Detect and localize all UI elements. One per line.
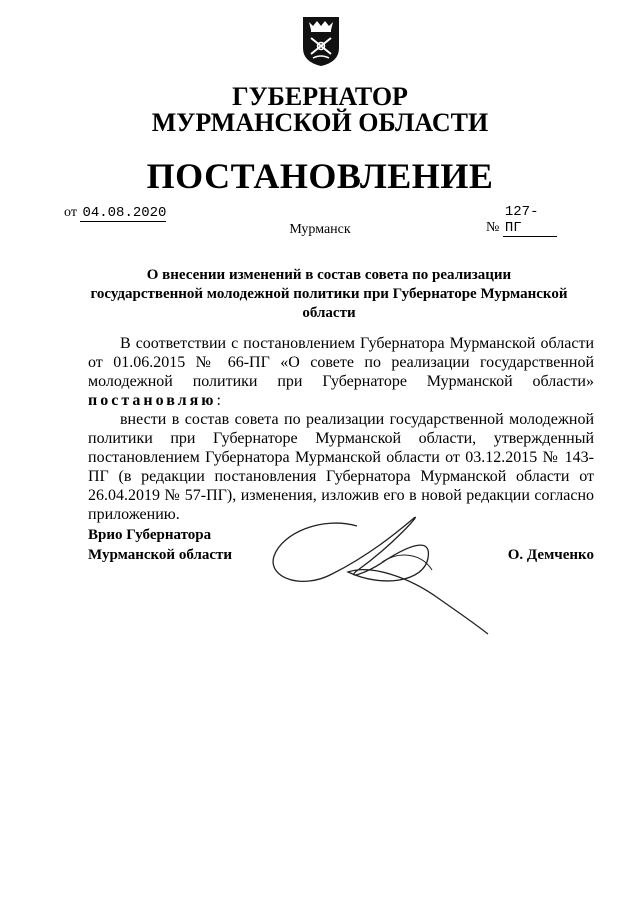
signatory-name: О. Демченко	[507, 547, 594, 563]
document-type-title: ПОСТАНОВЛЕНИЕ	[146, 156, 494, 196]
position-line-2: Мурманской области	[88, 547, 233, 563]
coat-of-arms-icon	[299, 14, 343, 68]
number-value: 127-ПГ	[503, 204, 557, 237]
date-value: 04.08.2020	[82, 205, 167, 221]
body-paragraph-1	[88, 334, 594, 410]
position-line-1: Врио Губернатора	[88, 527, 212, 543]
document-subject: О внесении изменений в состав совета по реализации государственной молодежной политики при Губернаторе Мурманской области	[90, 267, 568, 321]
city: Мурманск	[289, 222, 351, 237]
paragraph-1-text: В соответствии с постановлением Губернатора Мурманской области от 01.06.2015 № 66-ПГ «О совете по реализации государственной молодежной политики при Губернаторе Мурманской области»	[88, 335, 594, 390]
resolution-keyword: постановляю	[88, 392, 217, 409]
signatory-position	[88, 525, 232, 565]
paragraph-1-colon: :	[216, 392, 221, 409]
date-prefix: от	[64, 205, 77, 220]
body-paragraph-2: внести в состав совета по реализации государственной молодежной политики при Губернаторе Мурманской области, утвержденный постановлением Губернатора Мурманской области от 03.12.2015 № 143-ПГ (в редакции постановления Губернатора Мурманской области от 26.04.2019 № 57-ПГ), изменения, изложив его в новой редакции согласно приложению.	[88, 411, 594, 523]
number-prefix: №	[486, 220, 500, 235]
document-date	[64, 204, 166, 222]
issuer-region: МУРМАНСКОЙ ОБЛАСТИ	[151, 108, 489, 137]
issuer-title: ГУБЕРНАТОР	[232, 82, 408, 111]
document-body	[88, 334, 594, 524]
handwritten-signature	[262, 508, 498, 638]
